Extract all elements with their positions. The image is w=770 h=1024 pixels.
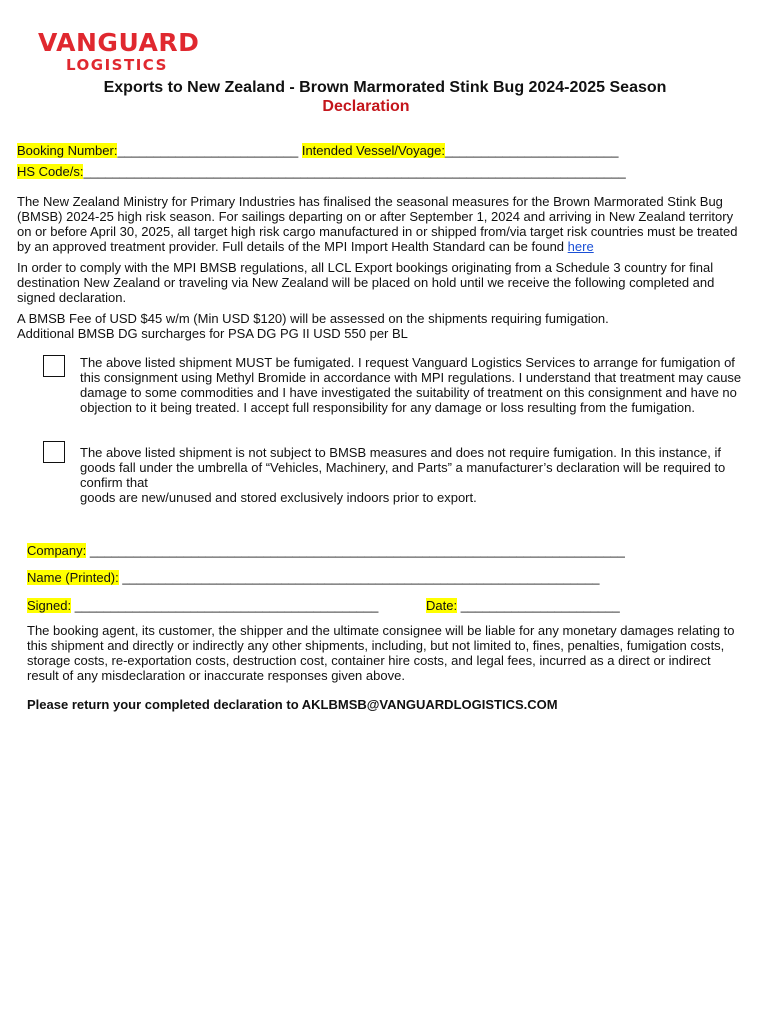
signed-row — [27, 598, 378, 613]
intro-paragraph — [17, 194, 747, 254]
hs-code-label: HS Code/s: — [17, 164, 84, 179]
vessel-voyage-label: Intended Vessel/Voyage: — [301, 143, 445, 158]
intro-text: The New Zealand Ministry for Primary Industries has finalised the seasonal measures for the Brown Marmorated Stink Bug (BMSB) 2024-25 high risk season. For sailings departing on or after September 1, 2024 and arriving in New Zealand territory on or before April 30, 2025, all target high risk cargo manufactured in or shipped from/via target risk countries must be treated by an approved treatment provider. Full details of the MPI Import Health Standard can be found — [17, 194, 738, 254]
fee-paragraph — [17, 311, 747, 341]
return-instructions: Please return your completed declaration to AKLBMSB@VANGUARDLOGISTICS.COM — [27, 697, 558, 712]
no-fumigation-option-text-cont: goods are new/unused and stored exclusively indoors prior to export. — [80, 490, 477, 505]
booking-number-label: Booking Number: — [17, 143, 118, 158]
page-subtitle: Declaration — [322, 98, 410, 115]
name-row — [27, 570, 600, 585]
name-printed-field[interactable]: __________________________________________________________________ — [118, 570, 600, 585]
fumigate-checkbox[interactable] — [43, 355, 65, 377]
company-row — [27, 543, 625, 558]
date-label: Date: — [426, 598, 458, 613]
hold-paragraph: In order to comply with the MPI BMSB regulations, all LCL Export bookings originating from a Schedule 3 country for final destination New Zealand or traveling via New Zealand will be placed on hold until we receive the following completed and signed declaration. — [17, 260, 715, 305]
surcharge-line: Additional BMSB DG surcharges for PSA DG PG II USD 550 per BL — [17, 326, 408, 341]
logo-wordmark: VANGUARD — [38, 28, 200, 57]
logo-subtitle: LOGISTICS — [66, 56, 168, 74]
booking-vessel-row — [17, 143, 618, 158]
company-field[interactable]: __________________________________________________________________________ — [86, 543, 625, 558]
page-title: Exports to New Zealand - Brown Marmorated Stink Bug 2024-2025 Season — [103, 79, 667, 96]
mpi-standard-link[interactable]: here — [567, 239, 594, 254]
no-fumigation-checkbox[interactable] — [43, 441, 65, 463]
name-printed-label: Name (Printed): — [27, 570, 119, 585]
booking-number-field[interactable]: _________________________ — [117, 143, 299, 158]
signed-field[interactable]: __________________________________________ — [71, 598, 379, 613]
fumigate-option-text: The above listed shipment MUST be fumigated. I request Vanguard Logistics Services to arrange for fumigation of this consignment using Methyl Bromide in accordance with MPI regulations. I understand that treatment may cause damage to some commodities and I have investigated the suitability of treatment on this consignment and have no objection to it being treated. I accept full responsibility for any damage or loss resulting from the fumigation. — [80, 355, 742, 415]
signed-label: Signed: — [27, 598, 72, 613]
date-row — [426, 598, 620, 613]
liability-paragraph: The booking agent, its customer, the shipper and the ultimate consignee will be liable for any monetary damages relating to this shipment and directly or indirectly any other shipments, including, but not limited to, fines, penalties, fumigation costs, storage costs, re-exportation costs, destruction cost, container hire costs, and legal fees, incurred as a direct or indirect result of any misdeclaration or inaccurate responses given above. — [27, 623, 735, 683]
no-fumigation-option — [80, 445, 756, 505]
no-fumigation-option-text: The above listed shipment is not subject to BMSB measures and does not require fumigation. In this instance, if goods fall under the umbrella of “Vehicles, Machinery, and Parts” a manufacturer’s declaration will be required to confirm that — [80, 445, 726, 490]
vessel-voyage-field[interactable]: ________________________ — [444, 143, 619, 158]
fee-line: A BMSB Fee of USD $45 w/m (Min USD $120) will be assessed on the shipments requiring fumigation. — [17, 311, 609, 326]
company-label: Company: — [27, 543, 87, 558]
hs-code-row — [17, 164, 626, 179]
company-logo — [38, 30, 199, 73]
hs-code-field[interactable]: ___________________________________________________________________________ — [83, 164, 626, 179]
date-field[interactable]: ______________________ — [457, 598, 620, 613]
